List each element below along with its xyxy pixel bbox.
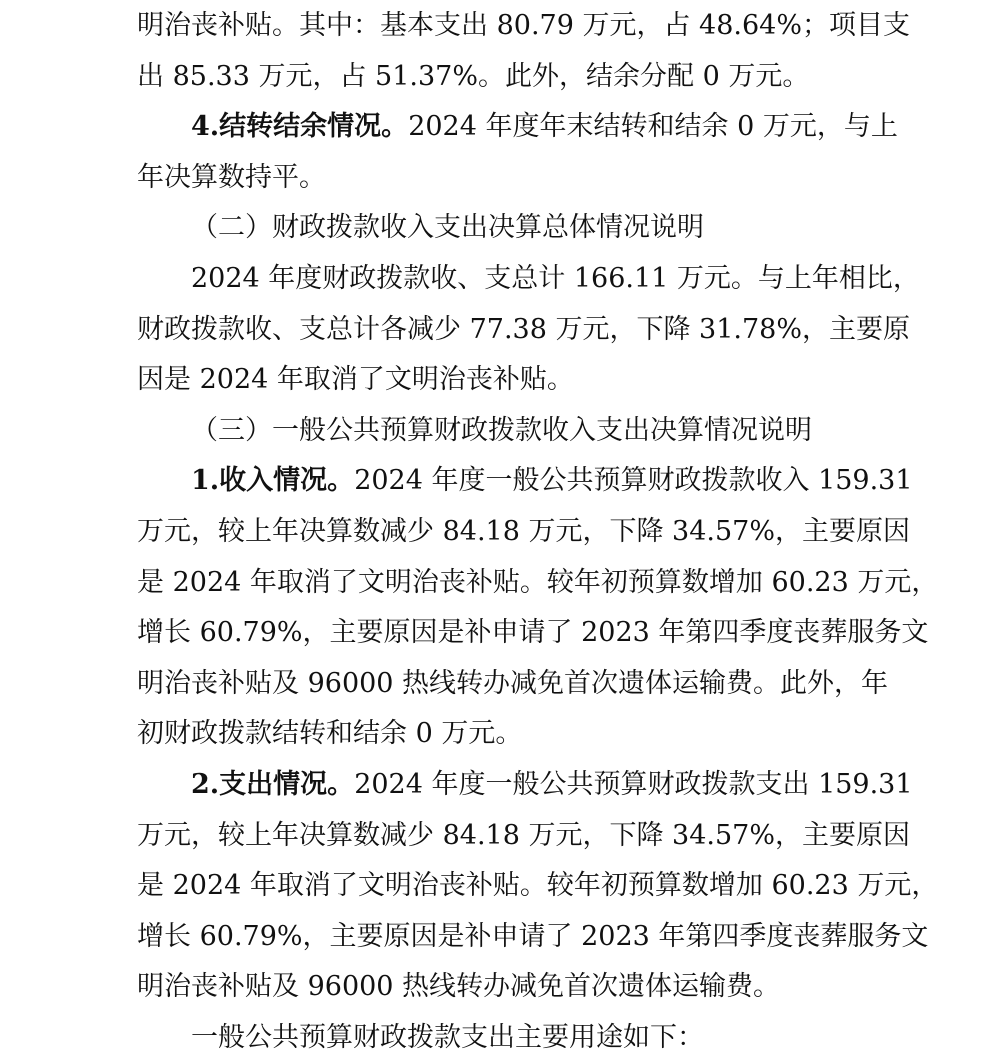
text-line: 是 2024 年取消了文明治丧补贴。较年初预算数增加 60.23 万元， xyxy=(137,870,939,902)
text-line: 出 85.33 万元，占 51.37%。此外，结余分配 0 万元。 xyxy=(137,60,810,92)
text-line: 2024 年度财政拨款收、支总计 166.11 万元。与上年相比， xyxy=(191,262,920,294)
text-line: 因是 2024 年取消了文明治丧补贴。 xyxy=(137,364,574,396)
section-heading-2: （二）财政拨款收入支出决算总体情况说明 xyxy=(191,212,704,244)
text-span: 2024 年度年末结转和结余 0 万元，与上 xyxy=(408,111,898,143)
paragraph-carryover xyxy=(137,102,898,153)
text-line: 一般公共预算财政拨款支出主要用途如下： xyxy=(191,1021,704,1053)
text-line: 财政拨款收、支总计各减少 77.38 万元，下降 31.78%，主要原 xyxy=(137,313,910,345)
paragraph-expenditure xyxy=(137,760,913,811)
text-span: 2024 年度一般公共预算财政拨款支出 159.31 xyxy=(354,768,913,800)
text-span: 2024 年度一般公共预算财政拨款收入 159.31 xyxy=(354,465,913,497)
text-line: 初财政拨款结转和结余 0 万元。 xyxy=(137,718,523,750)
subheading-expenditure: 2.支出情况。 xyxy=(191,768,355,800)
subheading-income: 1.收入情况。 xyxy=(191,465,355,497)
text-line: 增长 60.79%，主要原因是补申请了 2023 年第四季度丧葬服务文 xyxy=(137,920,929,952)
subheading-carryover: 4.结转结余情况。 xyxy=(191,111,409,143)
document-body xyxy=(137,1,939,1063)
section-heading-3: （三）一般公共预算财政拨款收入支出决算情况说明 xyxy=(191,414,812,446)
text-line: 年决算数持平。 xyxy=(137,161,326,193)
paragraph-income xyxy=(137,456,913,507)
text-line: 是 2024 年取消了文明治丧补贴。较年初预算数增加 60.23 万元， xyxy=(137,566,939,598)
text-line: 万元，较上年决算数减少 84.18 万元，下降 34.57%，主要原因 xyxy=(137,819,910,851)
text-line: 明治丧补贴及 96000 热线转办减免首次遗体运输费。此外，年 xyxy=(137,667,889,699)
text-line: 明治丧补贴。其中：基本支出 80.79 万元，占 48.64%；项目支 xyxy=(137,10,910,41)
text-line: 万元，较上年决算数减少 84.18 万元，下降 34.57%，主要原因 xyxy=(137,515,910,547)
text-line: 增长 60.79%，主要原因是补申请了 2023 年第四季度丧葬服务文 xyxy=(137,617,929,649)
text-line: 明治丧补贴及 96000 热线转办减免首次遗体运输费。 xyxy=(137,971,781,1003)
